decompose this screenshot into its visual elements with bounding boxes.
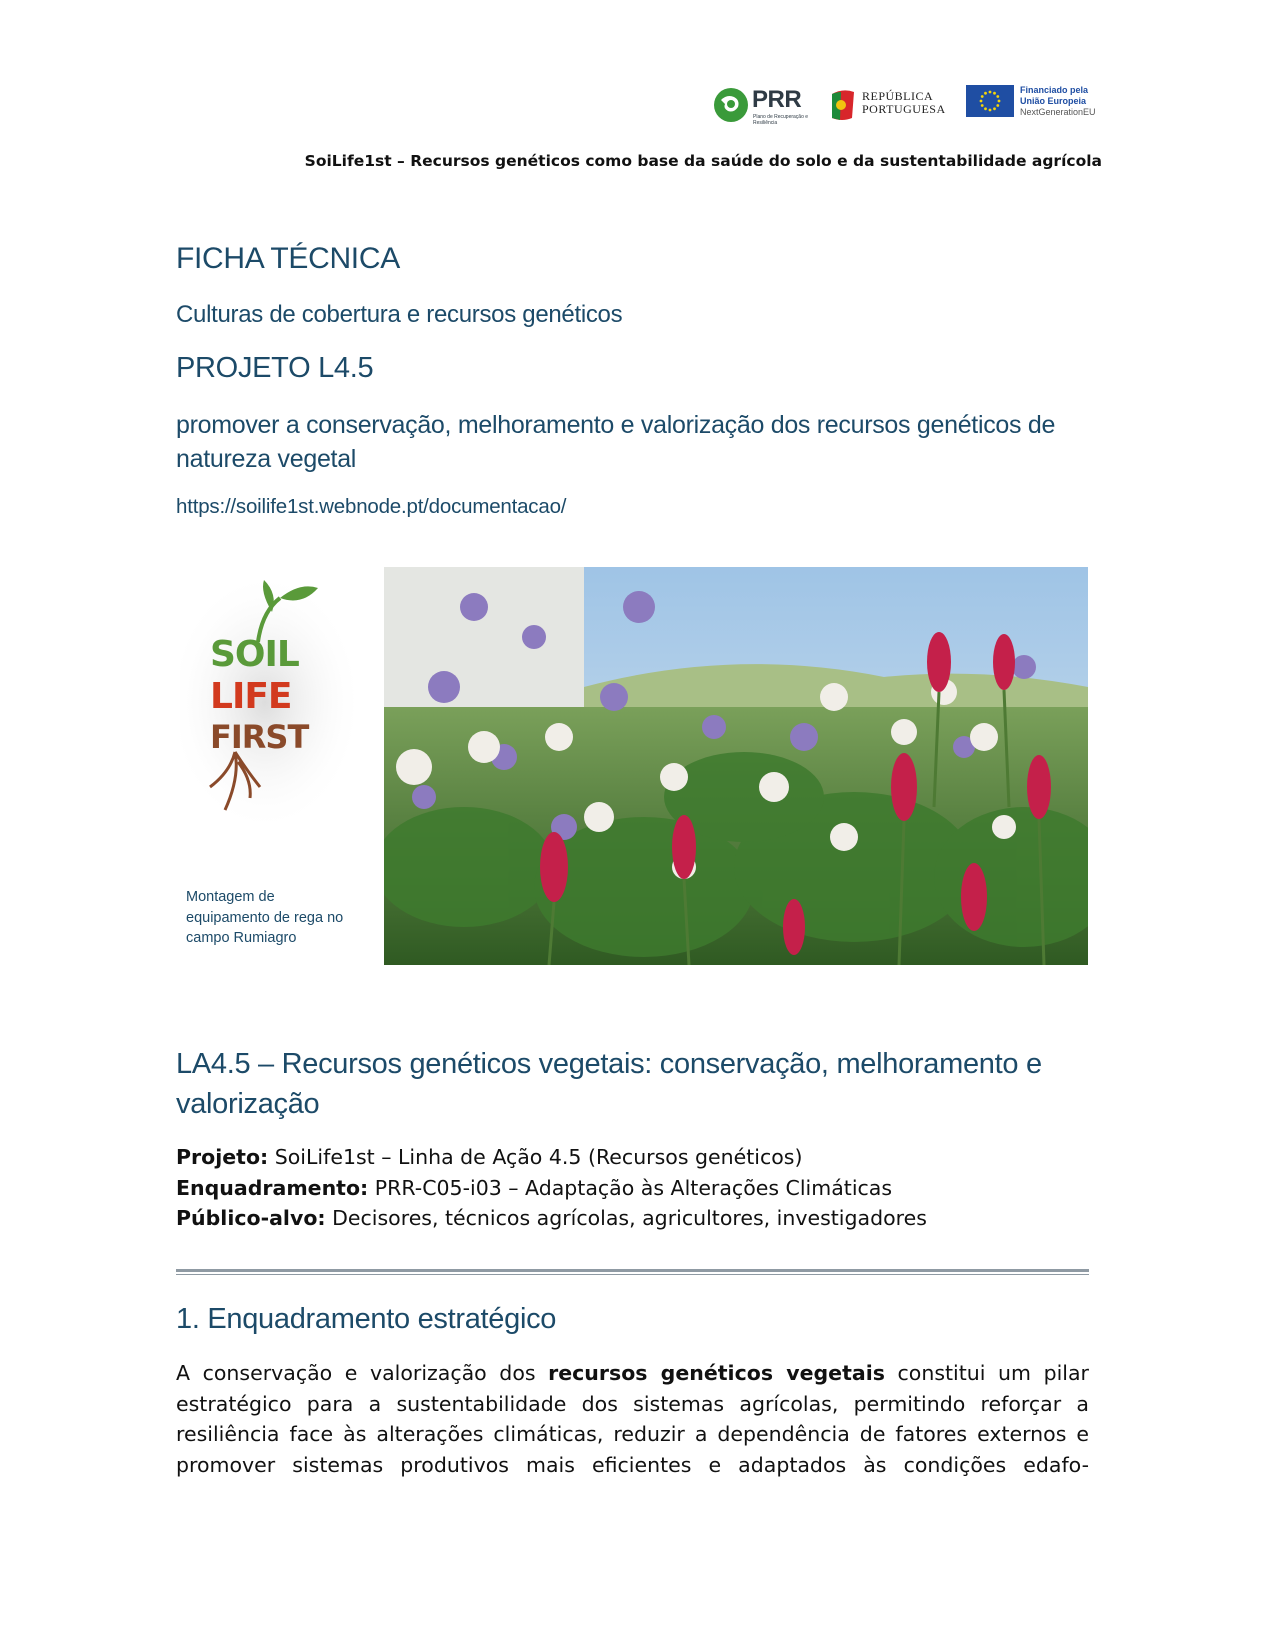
republica-text: [862, 90, 946, 116]
image-caption: Montagem de equipamento de rega no campo Rumiagro: [186, 889, 344, 946]
projeto-objetivo: promover a conservação, melhoramento e valorização dos recursos genéticos de natureza vegetal: [176, 411, 1056, 473]
logo-text-soil: SOIL: [210, 634, 299, 675]
meta-projeto-label: Projeto:: [176, 1145, 269, 1169]
meta-projeto-value: SoiLife1st – Linha de Ação 4.5 (Recursos genéticos): [268, 1145, 803, 1169]
logo-text-life: LIFE: [210, 676, 292, 717]
cover-crop-flowers-photo: [384, 567, 1088, 965]
ficha-subtitle: Culturas de cobertura e recursos genéticos: [176, 301, 623, 328]
la45-heading: LA4.5 – Recursos genéticos vegetais: conservação, melhoramento e valorização: [176, 1048, 1042, 1120]
section-1-paragraph: [176, 1358, 1089, 1480]
eu-line1: Financiado pela: [1020, 85, 1089, 95]
meta-projeto-row: [176, 1142, 1096, 1173]
prr-logo: [712, 84, 822, 126]
running-header-title: SoiLife1st – Recursos genéticos como base da saúde do solo e da sustentabilidade agrícola: [304, 152, 1102, 170]
republica-line1: REPÚBLICA: [862, 89, 934, 103]
eu-text: [1020, 85, 1096, 118]
section-divider: [176, 1269, 1089, 1272]
logo-text-first: FIRST: [210, 718, 309, 756]
eu-flag-icon: [966, 85, 1014, 117]
eu-line2: União Europeia: [1020, 96, 1087, 106]
para-text-bold: recursos genéticos vegetais: [548, 1361, 885, 1385]
meta-publico-row: [176, 1203, 1096, 1234]
republica-portuguesa-logo: [830, 86, 950, 124]
portugal-flag-icon: [830, 88, 856, 122]
documentation-link[interactable]: https://soilife1st.webnode.pt/documentacao/: [176, 495, 567, 518]
meta-enquadramento-row: [176, 1173, 1096, 1204]
eu-funding-logo: [966, 85, 1106, 123]
meta-enquadramento-label: Enquadramento:: [176, 1175, 369, 1200]
ficha-tecnica-heading: FICHA TÉCNICA: [176, 242, 400, 275]
meta-enquadramento-value: PRR-C05-i03 – Adaptação às Alterações Climáticas: [368, 1175, 893, 1200]
prr-label: PRR: [752, 86, 802, 113]
para-text-start: A conservação e valorização dos: [176, 1361, 549, 1385]
projeto-heading: PROJETO L4.5: [176, 352, 374, 384]
section-1-heading: 1. Enquadramento estratégico: [176, 1303, 557, 1335]
prr-emblem-icon: [712, 86, 750, 124]
republica-line2: PORTUGUESA: [862, 102, 946, 116]
meta-publico-label: Público-alvo:: [176, 1206, 326, 1230]
project-metadata: [176, 1142, 1096, 1234]
eu-line3: NextGenerationEU: [1020, 107, 1096, 117]
soil-life-first-logo: [180, 572, 380, 832]
funding-logos: [712, 84, 1102, 126]
meta-publico-value: Decisores, técnicos agrícolas, agricultores, investigadores: [325, 1206, 927, 1230]
prr-sublabel: Plano de Recuperação e Resiliência: [753, 114, 809, 126]
section-divider-thin: [176, 1274, 1089, 1275]
para-text-end: constitui um pilar estratégico para a sustentabilidade dos sistemas agrícolas, permitindo reforçar a resiliência face às alterações climáticas, reduzir a dependência de fatores externos e promover sistemas produtivos mais eficientes e adaptados às condições edafo-: [176, 1361, 1089, 1477]
